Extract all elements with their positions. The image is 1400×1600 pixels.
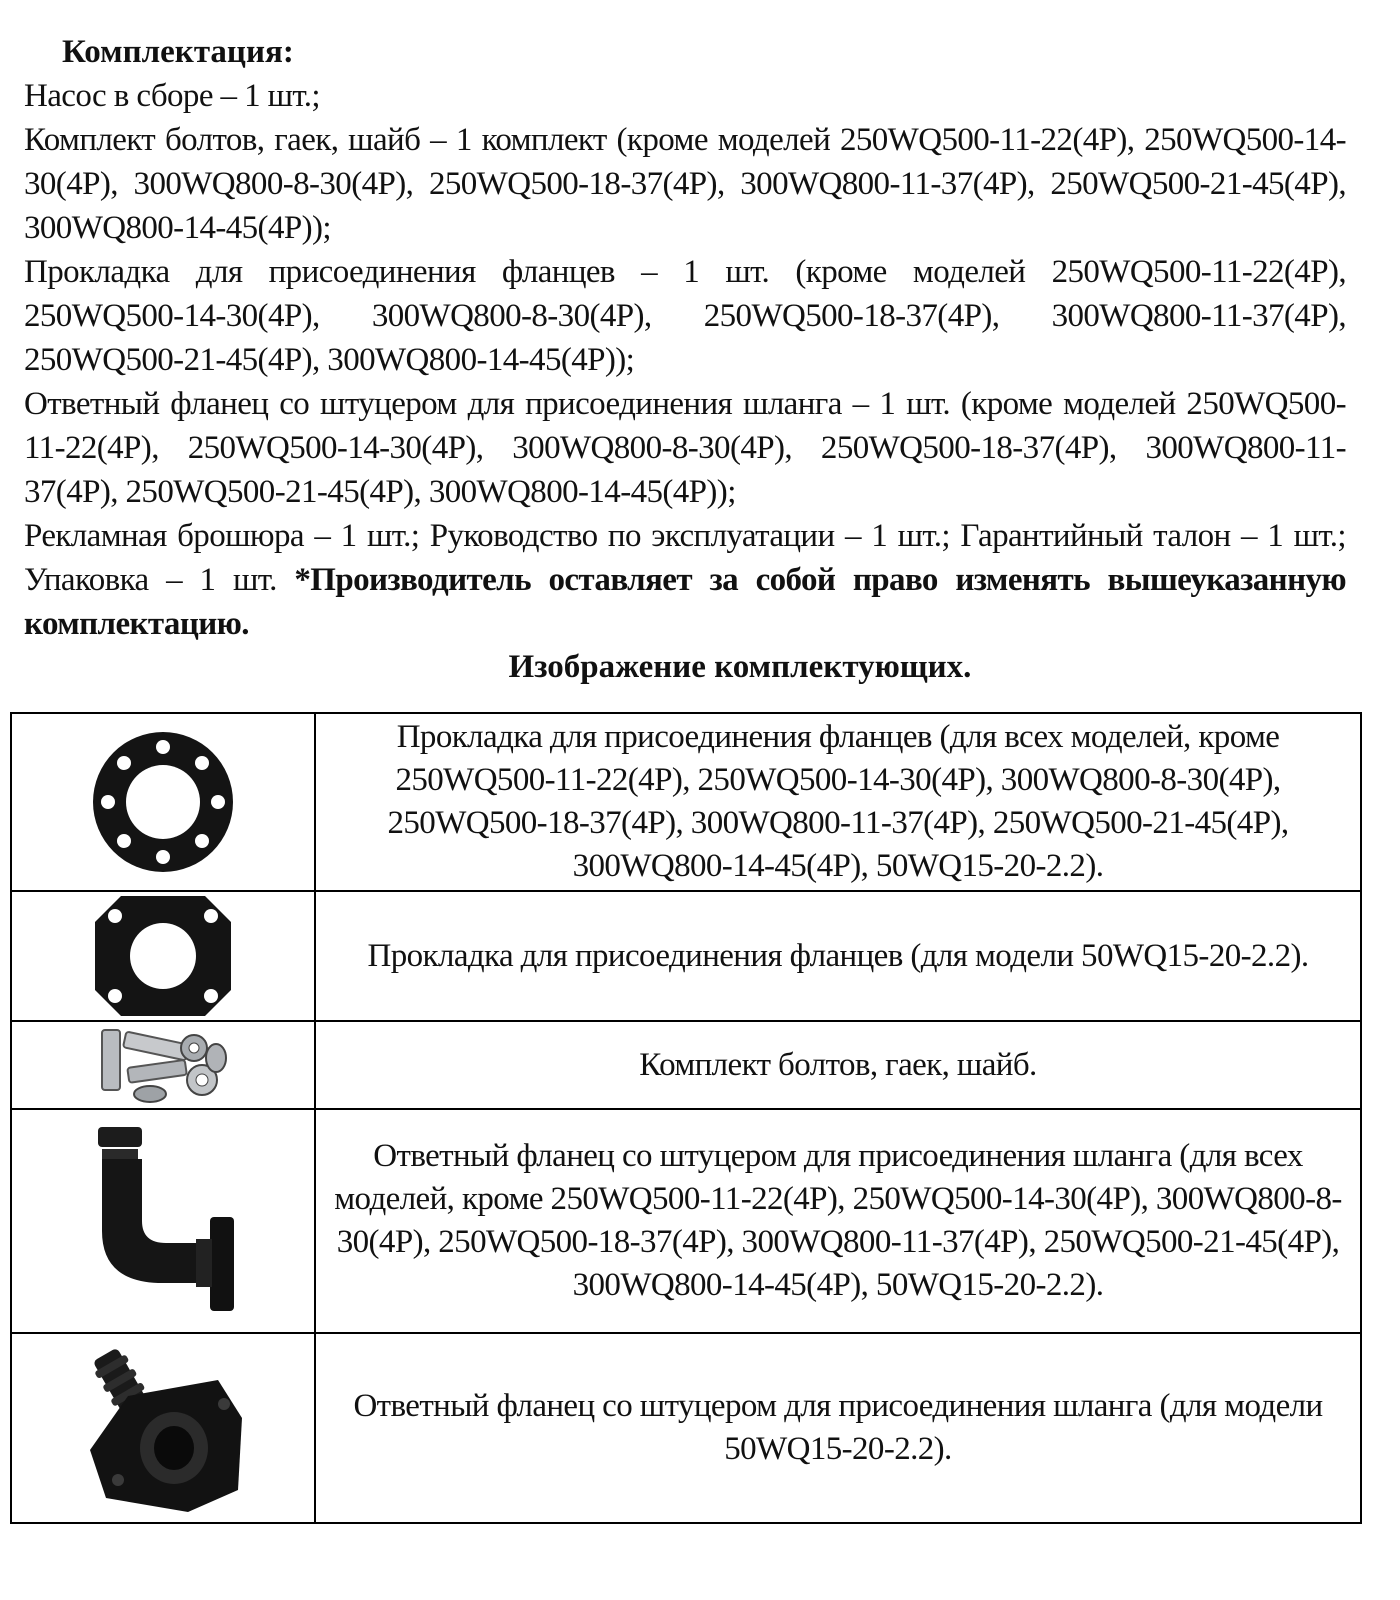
part-image-cell bbox=[11, 891, 315, 1021]
item-docs bbox=[24, 514, 1346, 646]
notice: *Производитель оставляет за собой право изменять вышеуказанную комплектацию. bbox=[24, 562, 1347, 642]
item-gasket: Прокладка для присоединения фланцев – 1 шт. (кроме моделей 250WQ500-11-22(4P), 250WQ500-14-30(4P), 300WQ800-8-30(4P), 250WQ500-18-37(4P), 300WQ800-11-37(4P), 250WQ500-21-45(4P), 300WQ800-14-45(4P)); bbox=[24, 254, 1346, 378]
heading: Комплектация: bbox=[62, 34, 294, 70]
part-description: Прокладка для присоединения фланцев (для модели 50WQ15-20-2.2). bbox=[315, 891, 1361, 1021]
part-image-cell bbox=[11, 1109, 315, 1333]
table-row bbox=[11, 1109, 1361, 1333]
part-image-cell bbox=[11, 713, 315, 891]
section-title: Изображение комплектующих. bbox=[508, 649, 972, 685]
part-description: Ответный фланец со штуцером для присоединения шланга (для модели 50WQ15-20-2.2). bbox=[315, 1333, 1361, 1523]
docs-text: Рекламная брошюра – 1 шт.; Руководство по эксплуатации – 1 шт.; Гарантийный талон – 1 шт.; Упаковка – 1 шт. bbox=[24, 518, 1346, 598]
item-flange: Ответный фланец со штуцером для присоединения шланга – 1 шт. (кроме моделей 250WQ500-11-22(4P), 250WQ500-14-30(4P), 300WQ800-8-30(4P), 250WQ500-18-37(4P), 300WQ800-11-37(4P), 250WQ500-21-45(4P), 300WQ800-14-45(4P)); bbox=[24, 386, 1346, 510]
part-description: Комплект болтов, гаек, шайб. bbox=[315, 1021, 1361, 1109]
part-description: Ответный фланец со штуцером для присоединения шланга (для всех моделей, кроме 250WQ500-11-22(4P), 250WQ500-14-30(4P), 300WQ800-8-30(4P), 250WQ500-18-37(4P), 300WQ800-11-37(4P), 250WQ500-21-45(4P), 300WQ800-14-45(4P), 50WQ15-20-2.2). bbox=[315, 1109, 1361, 1333]
item-bolts: Комплект болтов, гаек, шайб – 1 комплект (кроме моделей 250WQ500-11-22(4P), 250WQ500-14-30(4P), 300WQ800-8-30(4P), 250WQ500-18-37(4P), 300WQ800-11-37(4P), 250WQ500-21-45(4P), 300WQ800-14-45(4P)); bbox=[24, 122, 1346, 246]
table-row bbox=[11, 1333, 1361, 1523]
hose-flange-icon bbox=[78, 1340, 248, 1516]
round-gasket-icon bbox=[88, 727, 238, 877]
document bbox=[24, 30, 1346, 688]
part-description: Прокладка для присоединения фланцев (для всех моделей, кроме 250WQ500-11-22(4P), 250WQ500-14-30(4P), 300WQ800-8-30(4P), 250WQ500-18-37(4P), 300WQ800-11-37(4P), 250WQ500-21-45(4P), 300WQ800-14-45(4P), 50WQ15-20-2.2). bbox=[315, 713, 1361, 891]
table-row bbox=[11, 891, 1361, 1021]
square-gasket-icon bbox=[93, 894, 233, 1018]
elbow-flange-icon bbox=[78, 1121, 248, 1321]
table-row bbox=[11, 1021, 1361, 1109]
part-image-cell bbox=[11, 1333, 315, 1523]
item-pump: Насос в сборе – 1 шт.; bbox=[24, 78, 320, 114]
table-row bbox=[11, 713, 1361, 891]
parts-table bbox=[10, 712, 1362, 1524]
bolts-nuts-icon bbox=[98, 1024, 228, 1106]
part-image-cell bbox=[11, 1021, 315, 1109]
